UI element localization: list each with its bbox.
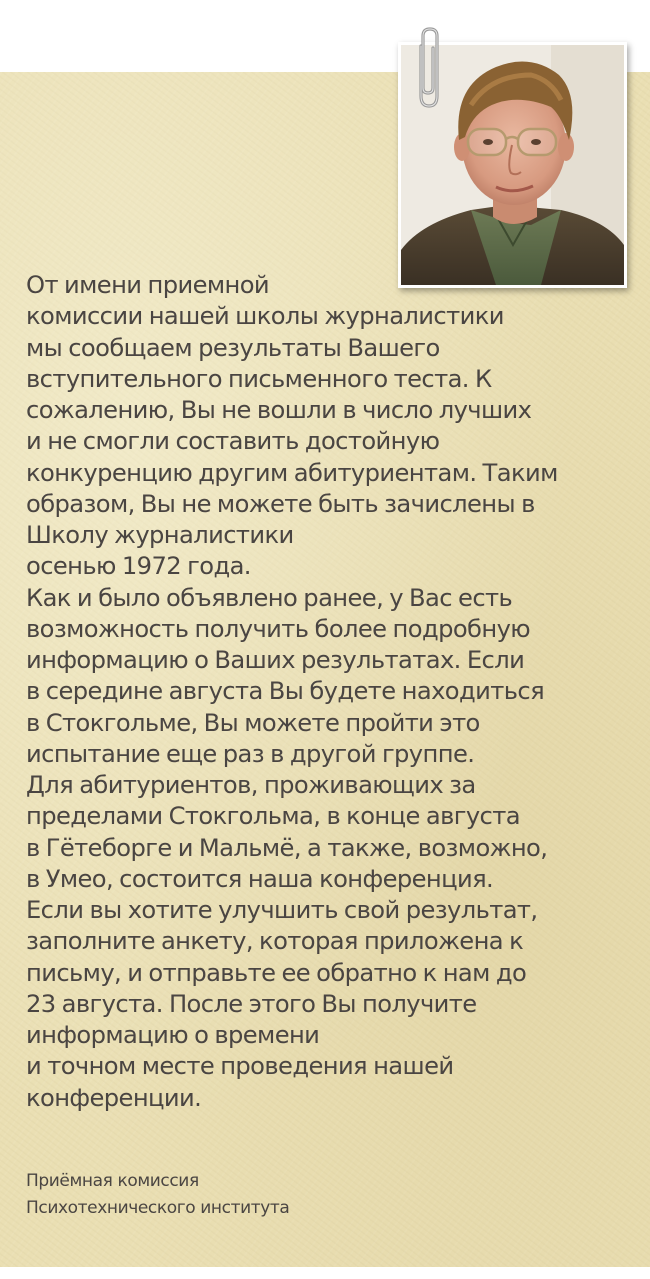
letter-line: конференции.	[26, 1083, 202, 1112]
letter-line: информацию о времени	[26, 1021, 320, 1049]
letter-line: Если вы хотите улучшить свой результат,	[26, 896, 538, 924]
letter-line: От имени приемной	[26, 271, 270, 299]
signature-line-1: Приёмная комиссия	[26, 1171, 199, 1191]
letter-line: осенью 1972 года.	[26, 552, 251, 581]
letter-line: Для абитуриентов, проживающих за	[26, 771, 476, 799]
letter-line: информацию о Ваших результатах. Если	[26, 646, 525, 674]
letter-line: образом, Вы не можете быть зачислены в	[26, 489, 535, 518]
letter-line: заполните анкету, которая приложена к	[26, 927, 524, 956]
letter-line: Школу журналистики	[26, 521, 294, 549]
letter-line: испытание еще раз в другой группе.	[26, 739, 475, 768]
letter-line: Как и было объявлено ранее, у Вас есть	[26, 583, 513, 612]
letter-line: и не смогли составить достойную	[26, 427, 440, 456]
letter-line: письму, и отправьте ее обратно к нам до	[26, 958, 527, 987]
letter-line: сожалению, Вы не вошли в число лучших	[26, 396, 532, 424]
letter-line: вступительного письменного теста. К	[26, 364, 492, 393]
letter-line: в Стокгольме, Вы можете пройти это	[26, 708, 480, 737]
paperclip-icon	[411, 26, 445, 110]
letter-line: комиссии нашей школы журналистики	[26, 302, 504, 331]
letter-line: 23 августа. После этого Вы получите	[26, 989, 477, 1018]
letter-line: мы сообщаем результаты Вашего	[26, 333, 440, 362]
letter-line: в Гётеборге и Мальмё, а также, возможно,	[26, 833, 548, 862]
letter-line: пределами Стокгольма, в конце августа	[26, 802, 520, 831]
letter-line: возможность получить более подробную	[26, 614, 531, 643]
signature-line-2: Психотехнического института	[26, 1198, 290, 1218]
letter-line: в середине августа Вы будете находиться	[26, 677, 545, 706]
letter-body	[26, 270, 626, 1114]
letter-signature	[26, 1168, 289, 1222]
letter-line: и точном месте проведения нашей	[26, 1052, 454, 1081]
letter-line: в Умео, состоится наша конференция.	[26, 864, 494, 893]
letter-line: конкуренцию другим абитуриентам. Таким	[26, 458, 558, 487]
